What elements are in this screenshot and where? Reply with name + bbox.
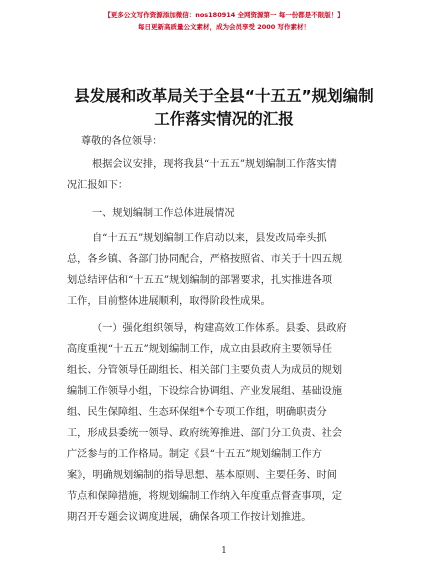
body-line: 组长、分管领导任副组长、相关部门主要负责人为成员的规划 [67, 365, 343, 376]
body-line: 高度重视“十五五”规划编制工作，成立由县政府主要领导任 [67, 344, 333, 355]
body-line: 广泛参与的工作格局。制定《县“十五五”规划编制工作方 [67, 449, 322, 460]
ad-banner-line-1: 【更多公文写作资源添加微信：nos180914 全网资源第一 每一份都是不限版！】 [104, 11, 344, 19]
body-line: 划总结评估和“十五五”规划编制的部署要求，扎实推进各项 [67, 275, 333, 286]
body-line: 根据会议安排，现将我县“十五五”规划编制工作落实情 [92, 159, 337, 170]
body-line: 节点和保障措施，将规划编制工作纳入年度重点督查事项，定 [67, 491, 343, 502]
document-title-line-1: 县发展和改革局关于全县“十五五”规划编制 [74, 87, 374, 105]
body-line: 工作，目前整体进展顺利，取得阶段性成果。 [67, 296, 271, 307]
salutation: 尊敬的各位领导： [81, 136, 163, 147]
body-line: 况汇报如下： [67, 180, 129, 191]
body-line: 组、民生保障组、生态环保组*个专项工作组，明确职责分 [67, 407, 327, 418]
body-line: 总，各乡镇、各部门协同配合，严格按照省、市关于十四五规 [67, 254, 343, 265]
subsection-heading: （一）强化组织领导，构建高效工作体系。县委、县政府 [92, 323, 347, 334]
body-line: 案》，明确规划编制的指导思想、基本原则、主要任务、时间 [67, 470, 337, 481]
page-number: 1 [221, 546, 227, 556]
document-title-line-2: 工作落实情况的汇报 [154, 110, 294, 128]
body-line: 自“十五五”规划编制工作启动以来，县发改局牵头抓 [92, 233, 327, 244]
body-line: 编制工作领导小组，下设综合协调组、产业发展组、基础设施 [67, 386, 343, 397]
body-line: 工，形成县委统一领导、政府统筹推进、部门分工负责、社会 [67, 428, 343, 439]
section-heading: 一、规划编制工作总体进展情况 [92, 208, 235, 219]
body-line: 期召开专题会议调度进展，确保各项工作按计划推进。 [67, 512, 312, 523]
ad-banner-line-2: 每日更新高质量公文素材，成为会员享受 2000 写作素材！ [137, 23, 311, 31]
